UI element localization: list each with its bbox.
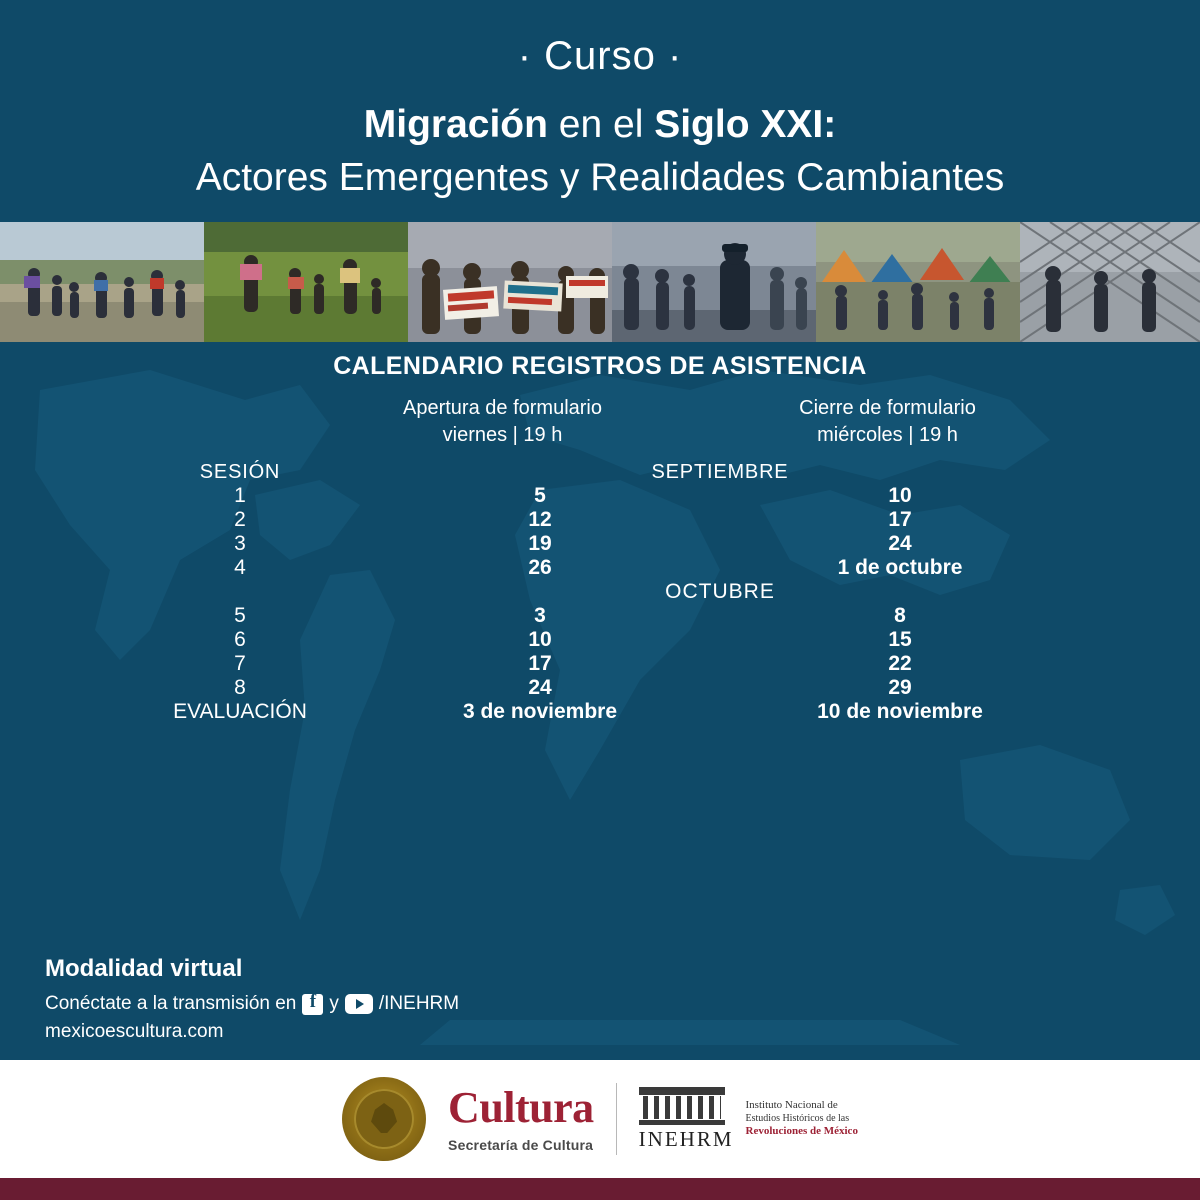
calendar-table [120,461,1080,724]
month-divider-october [120,580,1080,604]
social-handle: /INEHRM [378,993,460,1014]
photo-border-agent-family [612,222,816,342]
table-row-evaluation [120,700,1080,724]
photo-migrants-walking-road [0,222,204,342]
cell-session: 2 [234,508,246,531]
modality-line-join: y [329,993,339,1014]
inehrm-name-line1: Instituto Nacional de [745,1099,838,1111]
cultura-wordmark: Cultura [448,1083,594,1132]
subheader-close-line2: miércoles | 19 h [817,424,958,446]
cell-close-date: 15 [888,628,912,651]
cell-open-date: 12 [528,508,552,531]
table-row [120,484,1080,508]
table-row [120,508,1080,532]
modality-title: Modalidad virtual [45,955,243,982]
youtube-icon[interactable] [345,994,373,1014]
mexican-coat-of-arms-icon [342,1077,426,1161]
subheader-open-line2: viernes | 19 h [442,424,563,446]
cell-session: 4 [234,556,246,579]
cell-open-date: 10 [528,628,552,651]
photo-protest-stop-deportations [408,222,612,342]
header-cell-month-october: OCTUBRE [665,580,775,603]
title-bold-migracion: Migración [363,103,548,146]
kicker-curso: · Curso · [517,34,683,78]
cell-session: 3 [234,532,246,555]
photo-camp-tents [816,222,1020,342]
footer-divider [616,1083,617,1155]
modality-broadcast-line [45,993,459,1015]
cell-close-date: 10 [888,484,912,507]
poster-header [0,0,1200,203]
inehrm-acronym: INEHRM [638,1126,734,1151]
table-row [120,676,1080,700]
cell-evaluation-open: 3 de noviembre [462,700,618,723]
calendar-subheaders [120,395,1080,449]
table-row [120,532,1080,556]
table-row [120,604,1080,628]
modality-line-prefix: Conéctate a la transmisión en [45,993,297,1014]
cell-close-date: 1 de octubre [837,556,963,579]
cell-evaluation-close: 10 de noviembre [817,700,983,723]
modality-block [45,955,459,1043]
cell-open-date: 19 [528,532,552,555]
title-mid-text: en el [547,103,655,146]
footer [0,1060,1200,1200]
building-columns [643,1096,721,1119]
cell-open-date: 26 [528,556,552,579]
footer-accent-bar [0,1178,1200,1200]
subheader-open-form [310,395,695,449]
subheader-open-line1: Apertura de formulario [403,397,602,419]
photo-family-field [204,222,408,342]
header-cell-sesion: SESIÓN [199,461,281,483]
inehrm-name-line2: Estudios Históricos de las [745,1112,850,1124]
cell-open-date: 24 [528,676,552,699]
cell-session: 8 [234,676,246,699]
cell-close-date: 22 [888,652,912,675]
cultura-logo [448,1083,594,1153]
table-row [120,652,1080,676]
subheader-close-form [695,395,1080,449]
table-header-row [120,461,1080,484]
building-base [639,1120,725,1125]
building-roof [639,1087,725,1095]
cell-open-date: 5 [534,484,546,507]
cell-session: 7 [234,652,246,675]
course-title-line-1 [0,101,1200,150]
website-link[interactable]: mexicoescultura.com [45,1021,224,1042]
header-cell-month-september: SEPTIEMBRE [651,461,789,483]
cell-close-date: 17 [888,508,912,531]
cell-open-date: 3 [534,604,546,627]
building-icon [639,1087,725,1125]
month-row-spacer [120,580,360,604]
attendance-calendar [0,352,1200,724]
photo-strip [0,222,1200,342]
subheader-close-line1: Cierre de formulario [799,397,976,419]
inehrm-logo [639,1087,858,1152]
cell-close-date: 8 [894,604,906,627]
photo-border-fence [1020,222,1200,342]
footer-logos [0,1060,1200,1178]
cell-close-date: 24 [888,532,912,555]
cell-open-date: 17 [528,652,552,675]
inehrm-mark [639,1087,734,1152]
cell-session: 1 [234,484,246,507]
title-bold-siglo: Siglo XXI: [654,103,837,146]
table-row [120,556,1080,580]
coat-of-arms-inner [354,1089,414,1149]
cell-close-date: 29 [888,676,912,699]
table-row [120,628,1080,652]
inehrm-fullname [746,1099,858,1139]
cell-session: 5 [234,604,246,627]
cell-session: 6 [234,628,246,651]
subheader-spacer [120,395,310,449]
facebook-icon[interactable] [302,994,323,1015]
course-title-line-2: Actores Emergentes y Realidades Cambiantes [195,155,1005,199]
cultura-subtitle: Secretaría de Cultura [448,1137,594,1153]
cell-evaluation-label: EVALUACIÓN [173,700,307,723]
inehrm-name-line3: Revoluciones de México [745,1125,858,1138]
calendar-title: CALENDARIO REGISTROS DE ASISTENCIA [333,352,867,380]
